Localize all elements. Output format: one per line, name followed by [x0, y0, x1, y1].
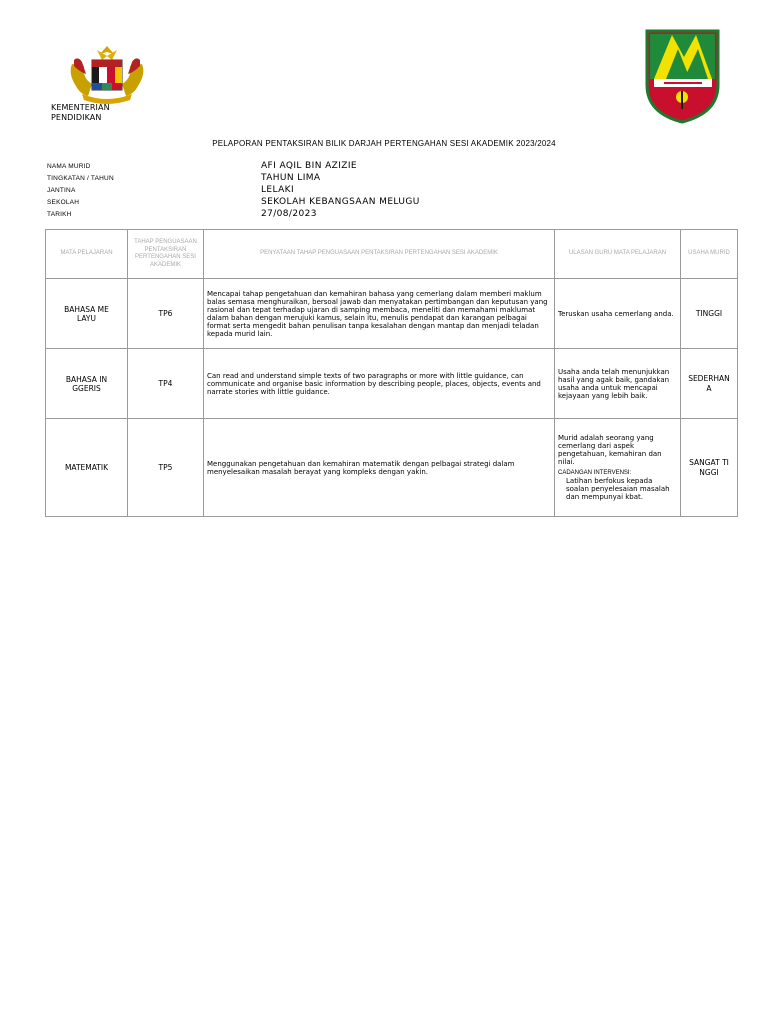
info-label: SEKOLAH — [47, 199, 80, 206]
intervention-text: Latihan berfokus kepada soalan penyelesaian masalah dan mempunyai kbat. — [566, 477, 670, 501]
subject-cell — [46, 279, 128, 349]
statement-cell: Menggunakan pengetahuan dan kemahiran matematik dengan pelbagai strategi dalam menyelesaikan masalah berayat yang kompleks dengan yakin. — [204, 419, 555, 517]
info-label: JANTINA — [47, 187, 76, 194]
header-tp: TAHAP PENGUASAAN PENTAKSIRAN PERTENGAHAN SESI AKADEMIK — [128, 230, 204, 279]
effort-value: SEDERHANA — [688, 373, 730, 393]
report-title: PELAPORAN PENTAKSIRAN BILIK DARJAH PERTENGAHAN SESI AKADEMIK 2023/2024 — [212, 139, 556, 148]
info-row-school — [0, 197, 768, 209]
comment-cell: Usaha anda telah menunjukkan hasil yang agak baik, gandakan usaha anda untuk mencapai kejayaan yang lebih baik. — [555, 349, 681, 419]
tp-cell: TP4 — [128, 349, 204, 419]
comment-text: Murid adalah seorang yang cemerlang dari aspek pengetahuan, kemahiran dan nilai. — [558, 434, 662, 466]
info-row-gender — [0, 185, 768, 197]
ministry-name — [51, 103, 110, 123]
info-value: AFI AQIL BIN AZIZIE — [261, 161, 357, 171]
table-row — [46, 349, 738, 419]
info-label: NAMA MURID — [47, 163, 91, 170]
intervention-label: CADANGAN INTERVENSI: — [558, 470, 632, 476]
subject-cell — [46, 419, 128, 517]
ministry-crest-logo — [62, 44, 152, 106]
assessment-table — [45, 229, 738, 517]
effort-cell — [681, 349, 738, 419]
header-statement: PENYATAAN TAHAP PENGUASAAN PENTAKSIRAN PERTENGAHAN SESI AKADEMIK — [204, 230, 555, 279]
school-crest-logo — [644, 27, 721, 124]
info-row-date — [0, 209, 768, 221]
subject-name: BAHASA INGGERIS — [65, 374, 108, 393]
info-value: 27/08/2023 — [261, 209, 317, 219]
effort-value: SANGAT TINGGI — [689, 457, 729, 477]
ministry-line-2: PENDIDIKAN — [51, 113, 102, 122]
tp-cell: TP5 — [128, 419, 204, 517]
header-effort: USAHA MURID — [681, 230, 738, 279]
table-row — [46, 419, 738, 517]
info-value: TAHUN LIMA — [261, 173, 321, 183]
subject-name: BAHASA MELAYU — [64, 304, 109, 323]
table-row — [46, 279, 738, 349]
statement-cell: Mencapai tahap pengetahuan dan kemahiran bahasa yang cemerlang dalam memberi maklum balas semasa menghuraikan, bersoal jawab dan menyatakan pertimbangan dan keputusan yang rasional dan tepat terhadap ujaran di samping membaca, meneliti dan memahami maklumat dalam bahan dengan merujuki kamus, selain itu, menulis pendapat dan karangan pelbagai format serta mengedit bahan penulisan tanpa kesalahan dengan mantap dan menjadi teladan kepada murid lain. — [204, 279, 555, 349]
effort-value: TINGGI — [695, 308, 723, 318]
info-label: TINGKATAN / TAHUN — [47, 175, 114, 182]
comment-cell — [555, 419, 681, 517]
info-value: SEKOLAH KEBANGSAAN MELUGU — [261, 197, 420, 207]
effort-cell — [681, 419, 738, 517]
table-header-row — [46, 230, 738, 279]
effort-cell — [681, 279, 738, 349]
info-label: TARIKH — [47, 211, 72, 218]
subject-name: MATEMATIK — [64, 463, 109, 472]
comment-cell: Teruskan usaha cemerlang anda. — [555, 279, 681, 349]
header-comment: ULASAN GURU MATA PELAJARAN — [555, 230, 681, 279]
info-value: LELAKI — [261, 185, 295, 195]
subject-cell — [46, 349, 128, 419]
header-subject: MATA PELAJARAN — [46, 230, 128, 279]
statement-cell: Can read and understand simple texts of two paragraphs or more with little guidance, can communicate and organise basic information by describing people, places, objects, events and narrate stories with little guidance. — [204, 349, 555, 419]
ministry-line-1: KEMENTERIAN — [51, 103, 110, 112]
tp-cell: TP6 — [128, 279, 204, 349]
info-row-class — [0, 173, 768, 185]
info-row-name — [0, 161, 768, 173]
